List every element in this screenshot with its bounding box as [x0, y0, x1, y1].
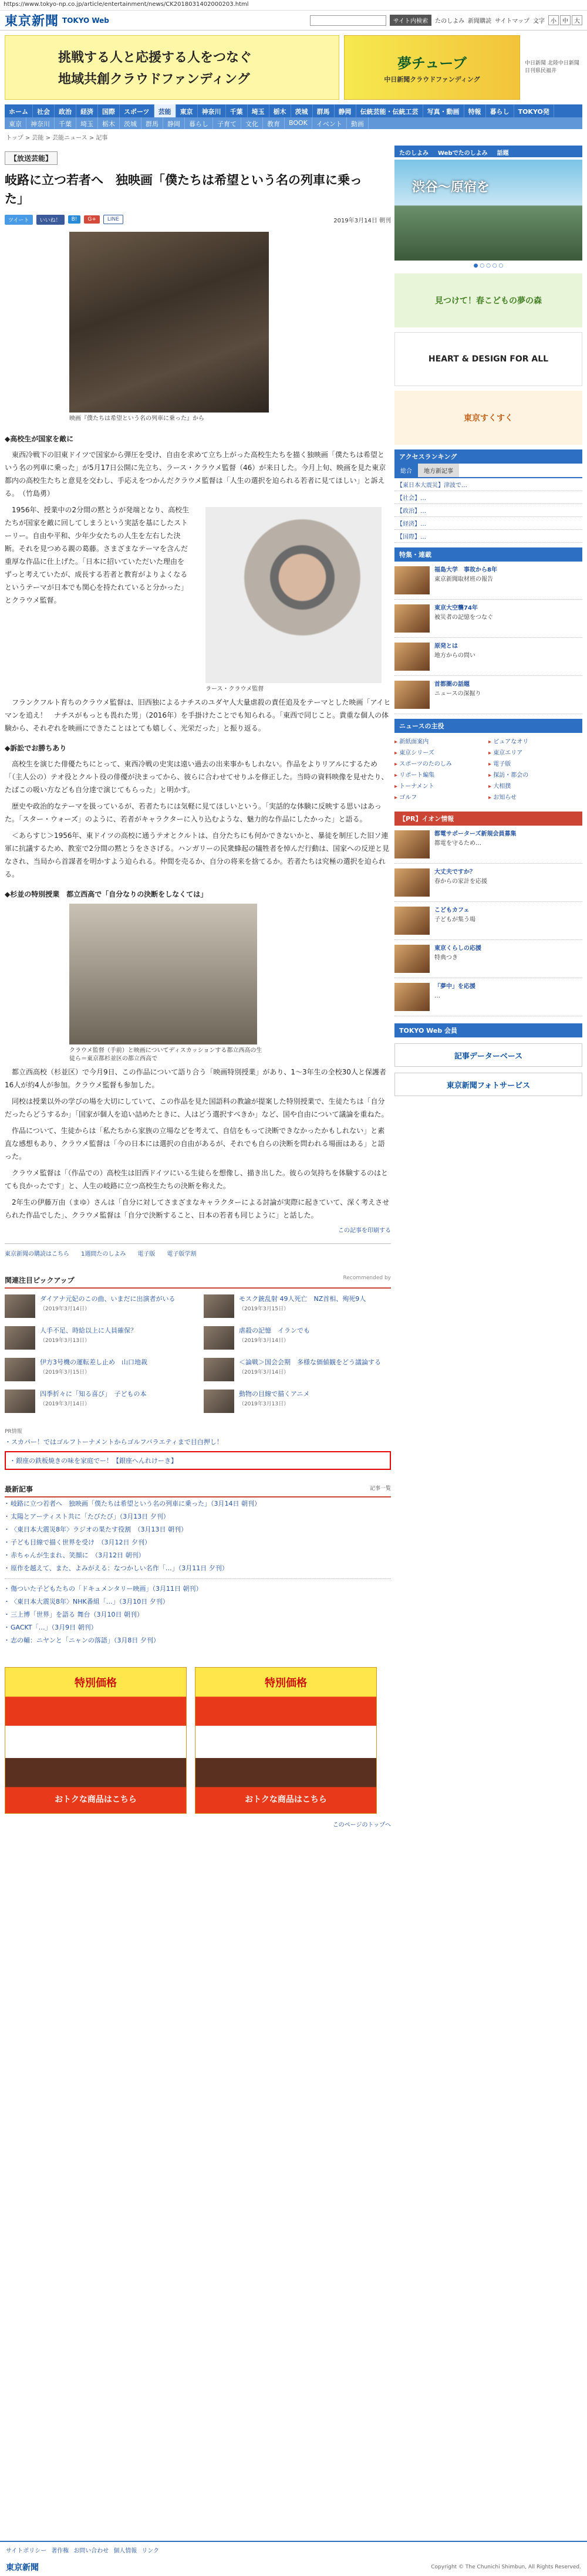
article-paragraph: 2年生の伊藤万由（まゆ）さんは「自分に対してさまざまなキャラクターによる討論が実際に起きていて、深く考えさせられた作品でした」、クラウメ監督は「自分で決断すること、日本の若者も同じように」と話した。 — [5, 1198, 390, 1219]
banner-mini-text: 中日新聞 北陸中日新聞 日刊県民福井 — [525, 60, 579, 74]
photo-caption-classroom: 映画『僕たちは希望という名の列車に乗った』から — [69, 415, 204, 422]
features-list — [394, 562, 582, 714]
pr-title[interactable]: 都電サポーターズ新規会員募集 — [434, 831, 517, 837]
nav-item[interactable]: 社会 — [33, 104, 55, 117]
feature-thumbnail — [394, 604, 430, 633]
footer-bottom — [0, 2558, 587, 2576]
article-paragraph: ＜あらすじ＞1956年、東ドイツの高校に通うテオとクルトは、自分たちにも何かできないかと、暴徒を制圧した旧ソ連軍に抗議するため、教室で2分間の黙とうをささげる。ハンガリーの民衆蜂起の犠牲者を悼んだ行動は、国家への反逆と見なされ、当局から首謀者を明かすよう迫られる。仲間を売るか、自分の将来を捨てるか。若者たちは究極の選択を迫られる。 — [5, 831, 390, 878]
subnav-item[interactable]: イベント — [312, 117, 347, 129]
nav-item[interactable]: 特報 — [464, 104, 486, 117]
nav-item[interactable]: 東京 — [176, 104, 198, 117]
news-grid-link[interactable]: ▸ 東京シリーズ — [394, 748, 488, 756]
font-size-label: 文字 — [533, 18, 545, 25]
pr-desc: 子どもが集う場 — [434, 917, 475, 923]
pickup-date: （2019年3月14日） — [239, 1370, 289, 1375]
latest-more-link[interactable]: 記事一覧 — [369, 1486, 391, 1492]
pr-text — [434, 868, 487, 897]
site-search-button[interactable]: サイト内検索 — [390, 15, 431, 26]
pr-box — [5, 1427, 391, 1470]
pickup-text — [40, 1326, 137, 1350]
pr-thumbnail — [394, 907, 430, 935]
category-label: 【放送芸能】 — [5, 151, 58, 165]
feature-desc: 被災者の記憶をつなぐ — [434, 614, 493, 621]
pickup-date: （2019年3月13日） — [40, 1338, 90, 1344]
subnav-item[interactable]: 群馬 — [141, 117, 163, 129]
ad-title: 特別価格 — [75, 1677, 117, 1689]
pickup-title[interactable]: 動物の目線で描くアニメ — [239, 1390, 310, 1398]
latest-item[interactable]: ・ 赤ちゃんが生まれ、笑顔に （3月12日 朝刊） — [5, 1549, 391, 1562]
site-logo[interactable]: 東京新聞 — [5, 13, 59, 29]
news-head: ニュースの主役 — [394, 719, 582, 733]
article-photo-director — [205, 507, 382, 683]
top-banner — [0, 31, 587, 104]
pickup-item[interactable] — [204, 1326, 391, 1350]
pickup-item[interactable] — [5, 1326, 192, 1350]
pr-item[interactable] — [394, 864, 582, 902]
nav-item[interactable]: 写真・動画 — [423, 104, 464, 117]
feature-title[interactable]: 福島大学 事故から8年 — [434, 567, 497, 573]
pr-item[interactable] — [394, 978, 582, 1016]
photo-service-link[interactable]: 東京新聞フォトサービス — [394, 1073, 582, 1096]
news-grid-link[interactable]: ▸ 電子版 — [488, 759, 582, 768]
pr-link-ginza[interactable]: ・銀座の鉄板焼きの味を家庭でー！【銀座へんれけーき】 — [5, 1451, 391, 1470]
ranking-tab-local[interactable]: 地方新記事 — [418, 464, 459, 477]
pickup-thumbnail — [5, 1358, 35, 1381]
article-paragraph: 東西冷戦下の旧東ドイツで国家から弾圧を受け、自由を求めて立ち上がった高校生たちを描く独映画「僕たちは希望という名の列車に乗った」が5月17日公開に先立ち、ラース・クラウメ監督（46）が来日した。今月上旬、映画を見た東京都内の高校生たちと意見を交わし、手応えをつかんだクラウメ監督は「人生の選択を迫られる若者に見てほしい」と訴える。 （竹島勇） — [5, 451, 386, 498]
footer-links — [0, 2542, 587, 2558]
pr-title[interactable]: こどもカフェ — [434, 907, 470, 914]
header-link-tanoshiyomi[interactable]: たのしよみ — [435, 18, 465, 25]
footer-link[interactable]: 個人情報 — [113, 2548, 137, 2554]
social-share-row — [5, 214, 391, 225]
subnav-item[interactable]: BOOK — [285, 117, 312, 129]
sidebar-tab[interactable]: Webでたのしよみ — [438, 150, 488, 157]
subhead-2: ◆訴訟でお勝ちあり — [5, 744, 67, 752]
pr-item[interactable] — [394, 826, 582, 864]
bottom-ads — [5, 1667, 391, 1814]
pickup-thumbnail — [204, 1358, 234, 1381]
nav-item[interactable]: 国際 — [98, 104, 120, 117]
pickup-title[interactable]: モスク銃乱射 49人死亡 NZ首相、殉死9人 — [239, 1295, 366, 1303]
pr-title[interactable]: 大丈夫ですか？ — [434, 869, 475, 875]
footer-link[interactable]: お問い合わせ — [73, 2548, 109, 2554]
subnav-item[interactable]: 静岡 — [163, 117, 185, 129]
news-grid-link[interactable]: ▸ 新紙面案内 — [394, 736, 488, 745]
latest-item[interactable]: ・ 原作を越えて、また、よみがえる：なつかしい名作「…」（3月11日 夕刊） — [5, 1562, 391, 1575]
article-paragraph: 高校生を演じた俳優たちにとって、東西冷戦の史実は遠い過去の出来事かもしれない。作品をよりリアルにするため「（主人公の）テオ役とクルト役の俳優が決まってから、彼らに合わせてせりふを修正した。当時の資料映像を見せたり、たばこの吸い方なども自分達で演じてもらった」と明かす。 — [5, 760, 389, 794]
nav-item[interactable]: ホーム — [5, 104, 33, 117]
subnav-item[interactable]: 子育て — [213, 117, 241, 129]
pr-thumbnail — [394, 868, 430, 897]
pickup-text — [239, 1358, 381, 1381]
pr-desc: 都電を守るため… — [434, 840, 481, 847]
print-article-link[interactable]: この記事を印刷する — [338, 1228, 391, 1234]
feature-item[interactable] — [394, 600, 582, 638]
hatena-bookmark-button[interactable]: B! — [68, 215, 81, 224]
news-grid-link[interactable]: ▸ お知らせ — [488, 792, 582, 801]
ad-title: 特別価格 — [265, 1677, 307, 1689]
pr-title[interactable]: 東京くらしの応援 — [434, 945, 481, 952]
ad-box-left[interactable] — [5, 1667, 187, 1814]
nav-item[interactable]: 暮らし — [486, 104, 514, 117]
feature-text — [434, 566, 497, 594]
pickup-text — [239, 1390, 309, 1413]
pr-desc: … — [434, 993, 440, 999]
header-links — [435, 16, 529, 25]
font-size-controls — [548, 15, 582, 25]
latest-item[interactable]: ・ 傷ついた子どもたちの「ドキュメンタリー映画」（3月11日 朝刊） — [5, 1583, 391, 1595]
article-paragraph: 作品について、生徒からは「私たちから家族の立場などを考えて、自信をもって決断できなかったかもしれない」と素直な感想もあり、クラウメ監督は「今の日本には選択の自由があるが、それでも自らの決断を問われる場面はある」と語った。 — [5, 1127, 385, 1161]
font-size-large[interactable]: 大 — [572, 15, 582, 25]
ad-sub: おトクな商品はこちら — [245, 1795, 327, 1804]
pickup-title[interactable]: 人手不足、時給以上に人員確保？ — [40, 1327, 137, 1334]
pr-item[interactable] — [394, 902, 582, 940]
breadcrumb[interactable]: トップ > 芸能 > 芸能ニュース > 記事 — [6, 135, 108, 141]
article-paragraph: 歴史や政治的なテーマを扱っているが、若者たちには気軽に見てほしいという。「実話的な体験に反映する思いはあった。「スター・ウォーズ」のように、若者がキャラクターに入り込むような、魅力的な作品にしたかった」と語る。 — [5, 802, 382, 823]
nav-item[interactable]: 経済 — [76, 104, 98, 117]
nav-item[interactable]: 群馬 — [313, 104, 335, 117]
pickup-item[interactable] — [204, 1358, 391, 1381]
latest-section-head — [5, 1482, 391, 1497]
nav-item[interactable]: 千葉 — [226, 104, 248, 117]
sub-nav — [5, 117, 582, 129]
student-digital-link[interactable]: 電子版学割 — [167, 1251, 197, 1257]
site-search-input[interactable] — [310, 15, 386, 26]
news-grid-link[interactable]: ▸ 大相撲 — [488, 781, 582, 790]
google-plus-button[interactable]: G+ — [84, 215, 100, 224]
feature-title[interactable]: 原発とは — [434, 643, 458, 650]
ranking-item[interactable]: 【国際】… — [394, 530, 582, 543]
pickup-section-head — [5, 1273, 391, 1289]
main-column — [5, 148, 391, 1828]
sidebar-feature-title: 渋谷〜原宿を — [412, 180, 490, 195]
pickup-date: （2019年3月13日） — [239, 1401, 289, 1407]
ranking-tabs — [394, 464, 582, 478]
banner-line2: 地域共創クラウドファンディング — [58, 72, 250, 87]
tweet-button[interactable]: ツイート — [5, 215, 33, 225]
sidebar — [394, 146, 582, 1096]
header-link-subscribe[interactable]: 新聞購読 — [468, 18, 492, 25]
pickup-date: （2019年3月15日） — [40, 1370, 90, 1375]
article-paragraph: 1956年、授業中の2分間の黙とうが発端となり、高校生たちが国家を敵に回してしまうという実話を基にしたストーリー。自由や平和、少年少女たちの人生を左右した決断。それを見つめる親の葛藤。さまざまなテーマを含んだ重厚な作品に仕上げた。「日本に招いていただいた理由をずっと考えていたが、成長する若者と教育がよりよくなるというテーマが日本でも関心を持たれていると分かった」とクラウメ監督。 — [5, 506, 190, 604]
ranking-item[interactable]: 【経済】… — [394, 517, 582, 530]
sidebar-ad-sukusuku[interactable]: 東京すくすく — [394, 391, 582, 445]
ad-sub: おトクな商品はこちら — [55, 1795, 137, 1804]
pr-aeon-list — [394, 826, 582, 1016]
latest-title: 最新記事 — [5, 1485, 33, 1493]
article-photo-classroom — [69, 232, 269, 413]
publish-date: 2019年3月14日 朝刊 — [333, 217, 391, 224]
subnav-item[interactable]: 神奈川 — [26, 117, 55, 129]
pickup-item[interactable] — [204, 1294, 391, 1318]
tokyo-web-head: TOKYO Web 会員 — [394, 1023, 582, 1037]
pr-text — [434, 983, 475, 1011]
features-head: 特集・連載 — [394, 547, 582, 562]
pickup-title[interactable]: 四季折々に「知る喜び」 子どもの本 — [40, 1390, 147, 1398]
pickup-title[interactable]: ダイアナ元妃のこの曲、いまだに出演者がいる — [40, 1295, 176, 1303]
news-grid-link[interactable]: ▸ ゴルフ — [394, 792, 488, 801]
photo-caption-meeting: クラウメ監督（手前）と映画についてディスカッションする都立西高の生徒ら＝東京都杉並区の都立西高で — [69, 1047, 262, 1062]
subnav-item[interactable]: 栃木 — [98, 117, 120, 129]
site-header — [0, 11, 587, 31]
pickup-date: （2019年3月14日） — [40, 1306, 90, 1312]
pickup-title: 関連注目ピックアップ — [5, 1276, 75, 1284]
pickup-date: （2019年3月14日） — [40, 1401, 90, 1407]
pr-text — [434, 830, 517, 858]
subscribe-link[interactable]: 東京新聞の購読はこちら — [5, 1251, 69, 1257]
font-size-medium[interactable]: 中 — [560, 15, 571, 25]
carousel-dots[interactable]: ● ○ ○ ○ ○ — [473, 263, 504, 269]
feature-desc: ニュースの深掘り — [434, 691, 481, 697]
news-grid-link[interactable]: ▸ ピュアなオリ — [488, 736, 582, 745]
nav-item[interactable]: スポーツ — [120, 104, 154, 117]
subnav-item[interactable]: 文化 — [241, 117, 263, 129]
feature-desc: 東京新聞取材班の報告 — [434, 576, 493, 583]
pickup-thumbnail — [5, 1390, 35, 1413]
sidebar-tab[interactable]: たのしよみ — [399, 150, 429, 157]
sidebar-tab[interactable]: 話題 — [497, 150, 509, 157]
subhead-3: ◆杉並の特別授業 都立西高で「自分なりの決断をしなくては」 — [5, 890, 208, 898]
pickup-item[interactable] — [5, 1390, 192, 1413]
article-paragraph: フランクフルト育ちのクラウメ監督は、旧西独によるナチスのユダヤ人大量虐殺の責任追及をテーマとした映画「アイヒマンを追え！ ナチスがもっとも畏れた男」（2016年）を手掛けたことでも知られる。「東西で同じこと。貴重な個人の体験から、それぞれを映画にできたことはとても嬉しく、光栄だった」と振り返る。 — [5, 698, 391, 732]
nav-item[interactable]: 静岡 — [335, 104, 356, 117]
pickup-grid — [5, 1294, 391, 1413]
nav-item[interactable]: 茨城 — [291, 104, 313, 117]
yume-tube-banner[interactable] — [344, 35, 520, 100]
nav-item[interactable]: 政治 — [55, 104, 76, 117]
pr-thumbnail — [394, 830, 430, 858]
pickup-text — [239, 1326, 310, 1350]
latest-item[interactable]: ・ 〈東日本大震災8年〉ラジオの果たす役割 （3月13日 朝刊） — [5, 1523, 391, 1536]
latest-item[interactable]: ・ 子ども目線で描く世界を受け （3月12日 夕刊） — [5, 1536, 391, 1549]
director-photo-block — [197, 503, 391, 696]
page-top-link[interactable]: このページのトップへ — [332, 1822, 391, 1828]
article-title: 岐路に立つ若者へ 独映画「僕たちは希望という名の列車に乗った」 — [5, 173, 362, 206]
yume-tube-title: 夢チューブ — [397, 55, 467, 72]
feature-item[interactable] — [394, 638, 582, 676]
feature-title[interactable]: 首都圏の話題 — [434, 681, 470, 688]
pr-link-skyperfect[interactable]: ・スカパー！ではゴルフトーナメントからゴルフバラエティまで目白押し！ — [5, 1438, 223, 1446]
pickup-thumbnail — [204, 1326, 234, 1350]
nav-item[interactable]: 神奈川 — [198, 104, 226, 117]
feature-desc: 地方からの問い — [434, 653, 475, 659]
footer-link[interactable]: サイトポリシー — [6, 2548, 47, 2554]
feature-thumbnail — [394, 643, 430, 671]
pickup-thumbnail — [5, 1294, 35, 1318]
font-size-small[interactable]: 小 — [548, 15, 559, 25]
pickup-thumbnail — [204, 1390, 234, 1413]
feature-item[interactable] — [394, 562, 582, 600]
feature-item[interactable] — [394, 676, 582, 714]
nav-item[interactable]: TOKYO発 — [514, 104, 554, 117]
pr-desc: 春からの家計を応援 — [434, 878, 487, 885]
recommended-by: Recommended by — [343, 1275, 391, 1281]
article-photo-meeting — [69, 904, 257, 1044]
ranking-tab-overall[interactable]: 総合 — [394, 464, 418, 477]
article-footer-links — [5, 1243, 391, 1257]
pr-thumbnail — [394, 945, 430, 973]
news-grid-link[interactable]: ▸ スポーツのたのしみ — [394, 759, 488, 768]
digital-link[interactable]: 電子版 — [137, 1251, 156, 1257]
footer-logo[interactable]: 東京新聞 — [6, 2563, 39, 2572]
feature-thumbnail — [394, 681, 430, 709]
pickup-item[interactable] — [204, 1390, 391, 1413]
news-grid — [394, 733, 582, 804]
subnav-item[interactable]: 暮らし — [185, 117, 213, 129]
pickup-text — [239, 1294, 366, 1318]
pr-desc: 特典つき — [434, 955, 458, 961]
pickup-item[interactable] — [5, 1294, 192, 1318]
site-logo-sub[interactable]: TOKYO Web — [62, 16, 109, 25]
pickup-title[interactable]: 虐殺の記憶 イランでも — [239, 1327, 310, 1334]
pr-item[interactable] — [394, 940, 582, 978]
subnav-item[interactable]: 東京 — [5, 117, 26, 129]
ranking-head: アクセスランキング — [394, 449, 582, 464]
subnav-item[interactable]: 茨城 — [120, 117, 141, 129]
feature-text — [434, 604, 493, 633]
yume-tube-sub: 中日新聞クラウドファンディング — [384, 75, 480, 83]
ranking-item[interactable]: 【東日本大震災】津波で… — [394, 478, 582, 491]
news-grid-link[interactable]: ▸ 探訪・都会の — [488, 770, 582, 779]
latest-item[interactable]: ・ 太陽とアーティスト共に「たびたび」（3月13日 夕刊） — [5, 1510, 391, 1523]
latest-list — [5, 1497, 391, 1647]
feature-text — [434, 643, 475, 671]
article-paragraph: 同校は授業以外の学びの場を大切にしていて、この作品を見た国語科の教諭が提案した特別授業で、生徒たちは「自分だったらどうするか」「国家が個人を追い詰めたときに、人はどう選択すべきか」など、国や自由について議論を重ねた。 — [5, 1097, 389, 1118]
subhead-1: ◆高校生が国家を敵に — [5, 435, 74, 443]
sidebar-ad-kids-forest[interactable]: 見つけて！春こどもの夢の森 — [394, 273, 582, 327]
site-footer — [0, 2541, 587, 2576]
latest-item[interactable]: ・ 〈東日本大震災8年〉NHK番組「…」（3月10日 夕刊） — [5, 1595, 391, 1608]
sidebar-tabs — [394, 146, 582, 157]
pickup-text — [40, 1358, 147, 1381]
latest-item[interactable]: ・ 志の輔：ニヤンと「ニャンの落語」（3月8日 夕刊） — [5, 1634, 391, 1647]
article-paragraph: 都立西高校（杉並区）で今月9日、この作品について語り合う「映画特別授業」があり、1～3年生の全校30人と保護者16人が約4人が参加。クラウメ監督も参加した。 — [5, 1068, 386, 1089]
ranking-item[interactable]: 【社会】… — [394, 491, 582, 504]
facebook-like-button[interactable]: いいね！ — [36, 215, 65, 225]
pr-title[interactable]: 「夢中」を応援 — [434, 983, 475, 990]
subnav-item[interactable]: 教育 — [263, 117, 285, 129]
subnav-item[interactable]: 動画 — [347, 117, 369, 129]
news-grid-link[interactable]: ▸ リポート編集 — [394, 770, 488, 779]
pickup-thumbnail — [204, 1294, 234, 1318]
pr-text — [434, 907, 475, 935]
header-link-sitemap[interactable]: サイトマップ — [495, 18, 529, 25]
article-database-link[interactable]: 記事データーベース — [394, 1043, 582, 1067]
pickup-text — [40, 1390, 147, 1413]
url-bar[interactable]: https://www.tokyo-np.co.jp/article/entertainment/news/CK2018031402000203.html — [0, 0, 587, 11]
pr-text — [434, 945, 481, 973]
nav-item[interactable]: 栃木 — [269, 104, 291, 117]
pickup-thumbnail — [5, 1326, 35, 1350]
footer-link[interactable]: 著作権 — [51, 2548, 69, 2554]
nav-item[interactable]: 芸能 — [154, 104, 176, 117]
sidebar-feature-photo[interactable] — [394, 160, 582, 261]
feature-title[interactable]: 東京大空襲74年 — [434, 605, 478, 611]
subnav-item[interactable]: 埼玉 — [76, 117, 98, 129]
pickup-item[interactable] — [5, 1358, 192, 1381]
trial-link[interactable]: 1週間たのしよみ — [81, 1251, 126, 1257]
pickup-text — [40, 1294, 175, 1318]
latest-item[interactable]: ・ 岐路に立つ若者へ 独映画「僕たちは希望という名の列車に乗った」（3月14日 朝刊） — [5, 1497, 391, 1510]
photo-caption-director: ラース・クラウメ監督 — [205, 686, 264, 692]
pickup-date: （2019年3月14日） — [239, 1338, 289, 1344]
latest-item[interactable]: ・ GACKT「…」（3月9日 朝刊） — [5, 1621, 391, 1634]
banner-line1: 挑戦する人と応援する人をつなぐ — [58, 50, 252, 65]
ranking-item[interactable]: 【政治】… — [394, 504, 582, 517]
footer-link[interactable]: リンク — [141, 2548, 160, 2554]
header-tools — [310, 15, 582, 26]
main-nav — [5, 104, 582, 117]
pickup-title[interactable]: ＜論戦＞国会会期 多様な価値観をどう議論する — [239, 1358, 381, 1366]
sidebar-ad-heart-design[interactable]: HEART & DESIGN FOR ALL — [394, 332, 582, 386]
pickup-title[interactable]: 伊方3号機の運転差し止め 山口地裁 — [40, 1358, 147, 1366]
news-grid-link[interactable]: ▸ 東京エリア — [488, 748, 582, 756]
line-share-button[interactable]: LINE — [103, 215, 123, 224]
article-paragraph: クラウメ監督は「（作品での）高校生は旧西ドイツにいる生徒らを想像し、描き出した。彼らの気持ちを体験するのはとても良かったです」と、人生の岐路に立つ高校生たちの決断を称えた。 — [5, 1169, 389, 1190]
pr-aeon-head: 【PR】イオン情報 — [394, 812, 582, 826]
crowdfunding-banner[interactable] — [5, 35, 339, 100]
subnav-item[interactable]: 千葉 — [55, 117, 76, 129]
pr-thumbnail — [394, 983, 430, 1011]
latest-item[interactable]: ・ 三上博「世界」を語る 舞台（3月10日 朝刊） — [5, 1608, 391, 1621]
ranking-list — [394, 478, 582, 543]
feature-thumbnail — [394, 566, 430, 594]
news-grid-link[interactable]: ▸ トーナメント — [394, 781, 488, 790]
pickup-date: （2019年3月15日） — [239, 1306, 289, 1312]
nav-item[interactable]: 伝統芸能・伝統工芸 — [356, 104, 423, 117]
feature-text — [434, 681, 481, 709]
ad-box-right[interactable] — [195, 1667, 377, 1814]
latest-divider — [5, 1578, 391, 1579]
nav-item[interactable]: 埼玉 — [248, 104, 269, 117]
pr-tag: PR情報 — [5, 1429, 22, 1435]
copyright: Copyright © The Chunichi Shimbun, All Rights Reserved. — [431, 2564, 581, 2570]
